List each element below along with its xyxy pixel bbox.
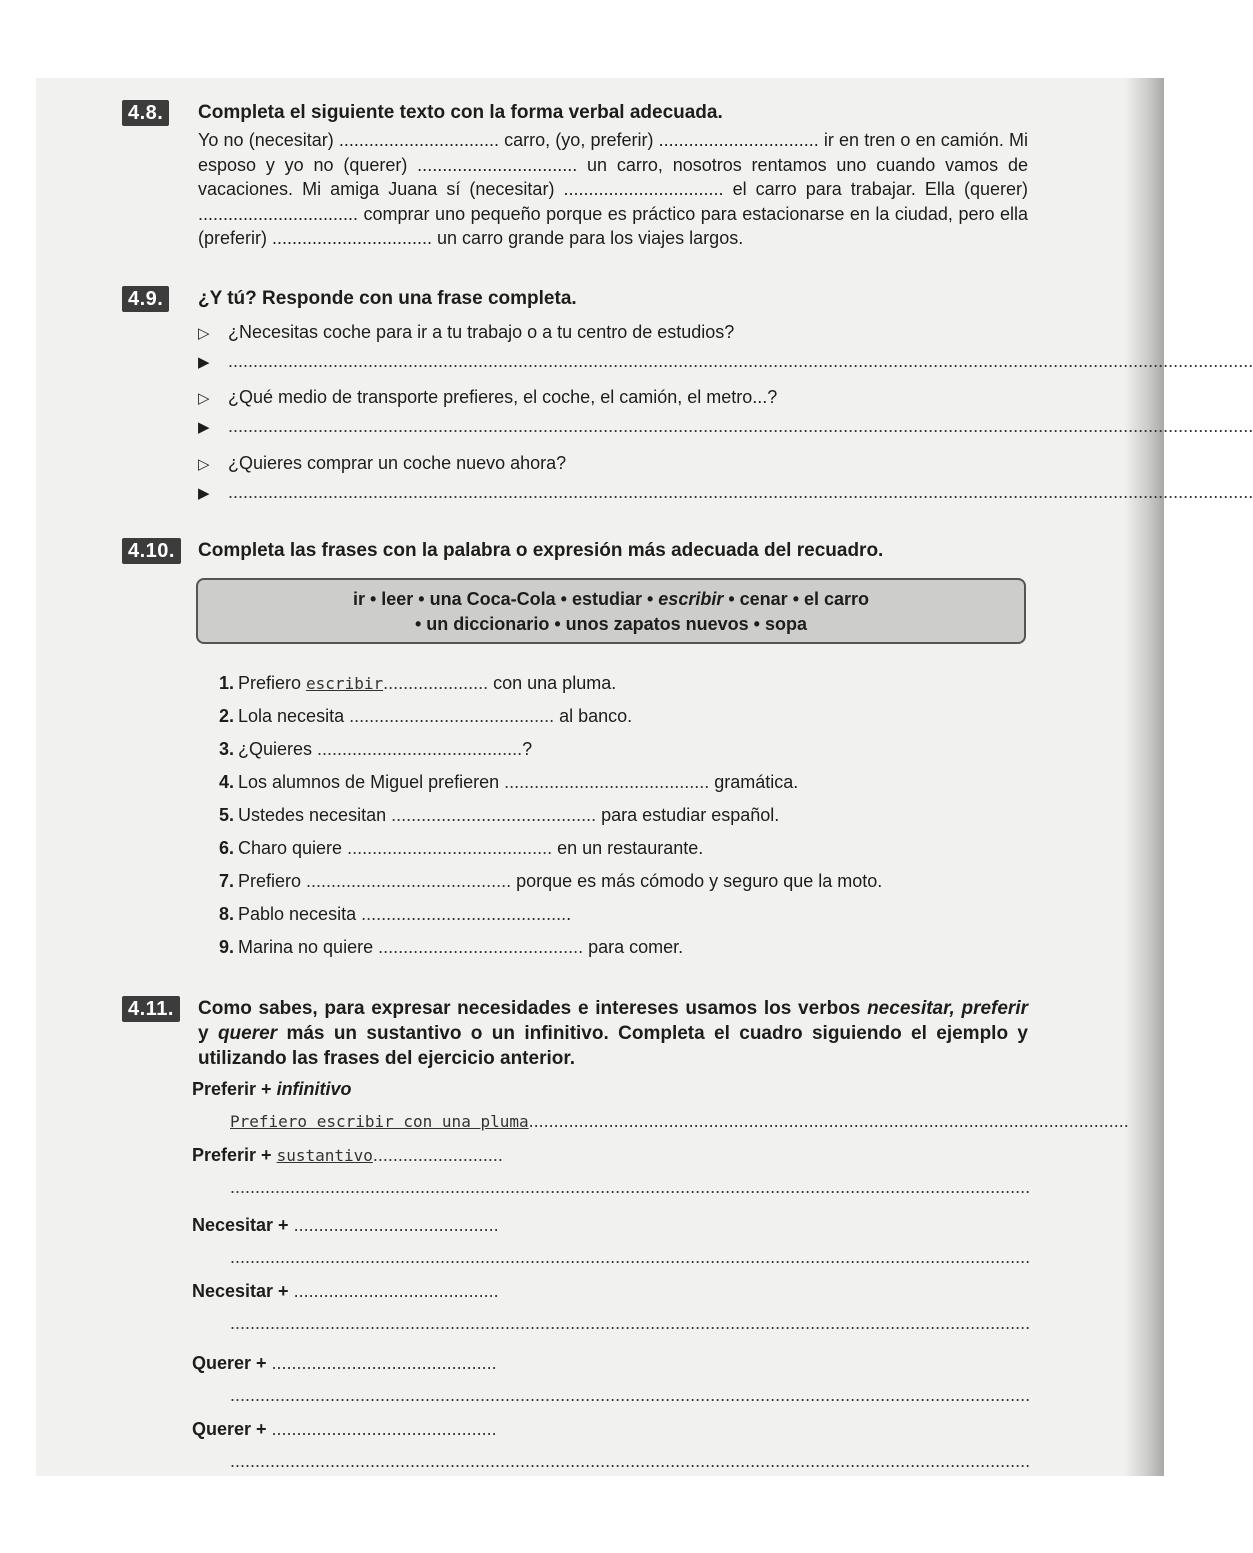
exercise-number: 4.11.: [122, 996, 180, 1022]
exercise-title: Como sabes, para expresar necesidades e intereses usamos los verbos necesitar, preferir y querer más un sustantivo o un infinitivo. Completa el cuadro siguiendo el ejemplo y utilizando las frases del ejercicio anterior.: [198, 998, 1028, 1069]
hollow-triangle-icon: ▷: [198, 390, 210, 407]
handwritten-answer[interactable]: sustantivo: [276, 1146, 373, 1165]
exercise-title: Completa las frases con la palabra o expresión más adecuada del recuadro.: [198, 540, 884, 561]
fill-item-3: 3. ¿Quieres .........................................?: [218, 739, 533, 759]
row-label-querer: Querer + .............................................: [192, 1353, 497, 1373]
workbook-page: [36, 78, 1253, 1476]
exercise-number: 4.9.: [122, 286, 169, 312]
exercise-title: Completa el siguiente texto con la forma verbal adecuada.: [198, 102, 723, 123]
exercise-title: ¿Y tú? Responde con una frase completa.: [198, 288, 577, 309]
answer-line[interactable]: ................................................................................................................................................................: [230, 1247, 1031, 1267]
exercise-number: 4.10.: [122, 538, 181, 564]
hollow-triangle-icon: ▷: [198, 456, 210, 473]
row-label-necesitar: Necesitar + .........................................: [192, 1215, 499, 1235]
question: ▷ ¿Quieres comprar un coche nuevo ahora?: [198, 450, 566, 478]
answer-line[interactable]: Prefiero escribir con una pluma........................................................................................................................: [230, 1111, 1129, 1131]
word-box-line-1: ir • leer • una Coca-Cola • estudiar • escribir • cenar • el carro: [352, 589, 870, 609]
filled-triangle-icon: ▶: [198, 485, 210, 502]
row-label-preferir-infinitivo: Preferir + infinitivo: [192, 1079, 352, 1099]
row-label-querer: Querer + .............................................: [192, 1419, 497, 1439]
word-box: [196, 578, 1026, 644]
question: ▷ ¿Necesitas coche para ir a tu trabajo o a tu centro de estudios?: [198, 319, 734, 347]
fill-item-1: 1. Prefiero escribir..................... con una pluma.: [218, 673, 617, 693]
fill-item-2: 2. Lola necesita ......................................... al banco.: [218, 706, 633, 726]
answer-line[interactable]: ................................................................................................................................................................: [230, 1451, 1031, 1471]
answer-line[interactable]: ................................................................................................................................................................: [230, 1385, 1031, 1405]
answer-line[interactable]: ▶ .............................................................................................................................................................................................................: [198, 413, 1022, 441]
answer-line[interactable]: ▶ .............................................................................................................................................................................................................: [198, 348, 1022, 376]
filled-triangle-icon: ▶: [198, 419, 210, 436]
hollow-triangle-icon: ▷: [198, 325, 210, 342]
word-box-line-2: • un diccionario • unos zapatos nuevos • sopa: [414, 614, 807, 634]
question: ▷ ¿Qué medio de transporte prefieres, el coche, el camión, el metro...?: [198, 384, 777, 412]
fill-item-8: 8. Pablo necesita ..........................................: [218, 904, 572, 924]
fill-item-9: 9. Marina no quiere ......................................... para comer.: [218, 937, 684, 957]
answer-line[interactable]: ................................................................................................................................................................: [230, 1177, 1031, 1197]
fill-item-4: 4. Los alumnos de Miguel prefieren ......................................... gramática.: [218, 772, 799, 792]
row-label-preferir-sustantivo: Preferir + sustantivo..........................: [192, 1145, 503, 1165]
handwritten-answer[interactable]: escribir: [306, 674, 384, 693]
filled-triangle-icon: ▶: [198, 354, 210, 371]
exercise-number: 4.8.: [122, 100, 169, 126]
exercise-text: Yo no (necesitar) ................................ carro, (yo, preferir) ................................ ir en tren o en camión. Mi esposo y yo no (querer) ................................ un carro, nosotros rentamos uno cuando vamos de vacaciones. Mi amiga Juana sí (necesitar) ................................ el carro para trabajar. Ella (querer) ................................ comprar uno pequeño porque es práctico para estacionarse en la ciudad, pero ella (preferir) ................................ un carro grande para los viajes largos.: [198, 130, 1028, 248]
answer-line[interactable]: ................................................................................................................................................................: [230, 1313, 1031, 1333]
row-label-necesitar: Necesitar + .........................................: [192, 1281, 499, 1301]
fill-item-6: 6. Charo quiere ......................................... en un restaurante.: [218, 838, 704, 858]
book-spine-shadow: [1124, 78, 1164, 1476]
fill-item-7: 7. Prefiero ......................................... porque es más cómodo y seguro que la moto.: [218, 871, 883, 891]
fill-item-5: 5. Ustedes necesitan ......................................... para estudiar español.: [218, 805, 780, 825]
handwritten-answer[interactable]: Prefiero escribir con una pluma: [230, 1112, 529, 1131]
answer-line[interactable]: ▶ .............................................................................................................................................................................................................: [198, 479, 1022, 507]
